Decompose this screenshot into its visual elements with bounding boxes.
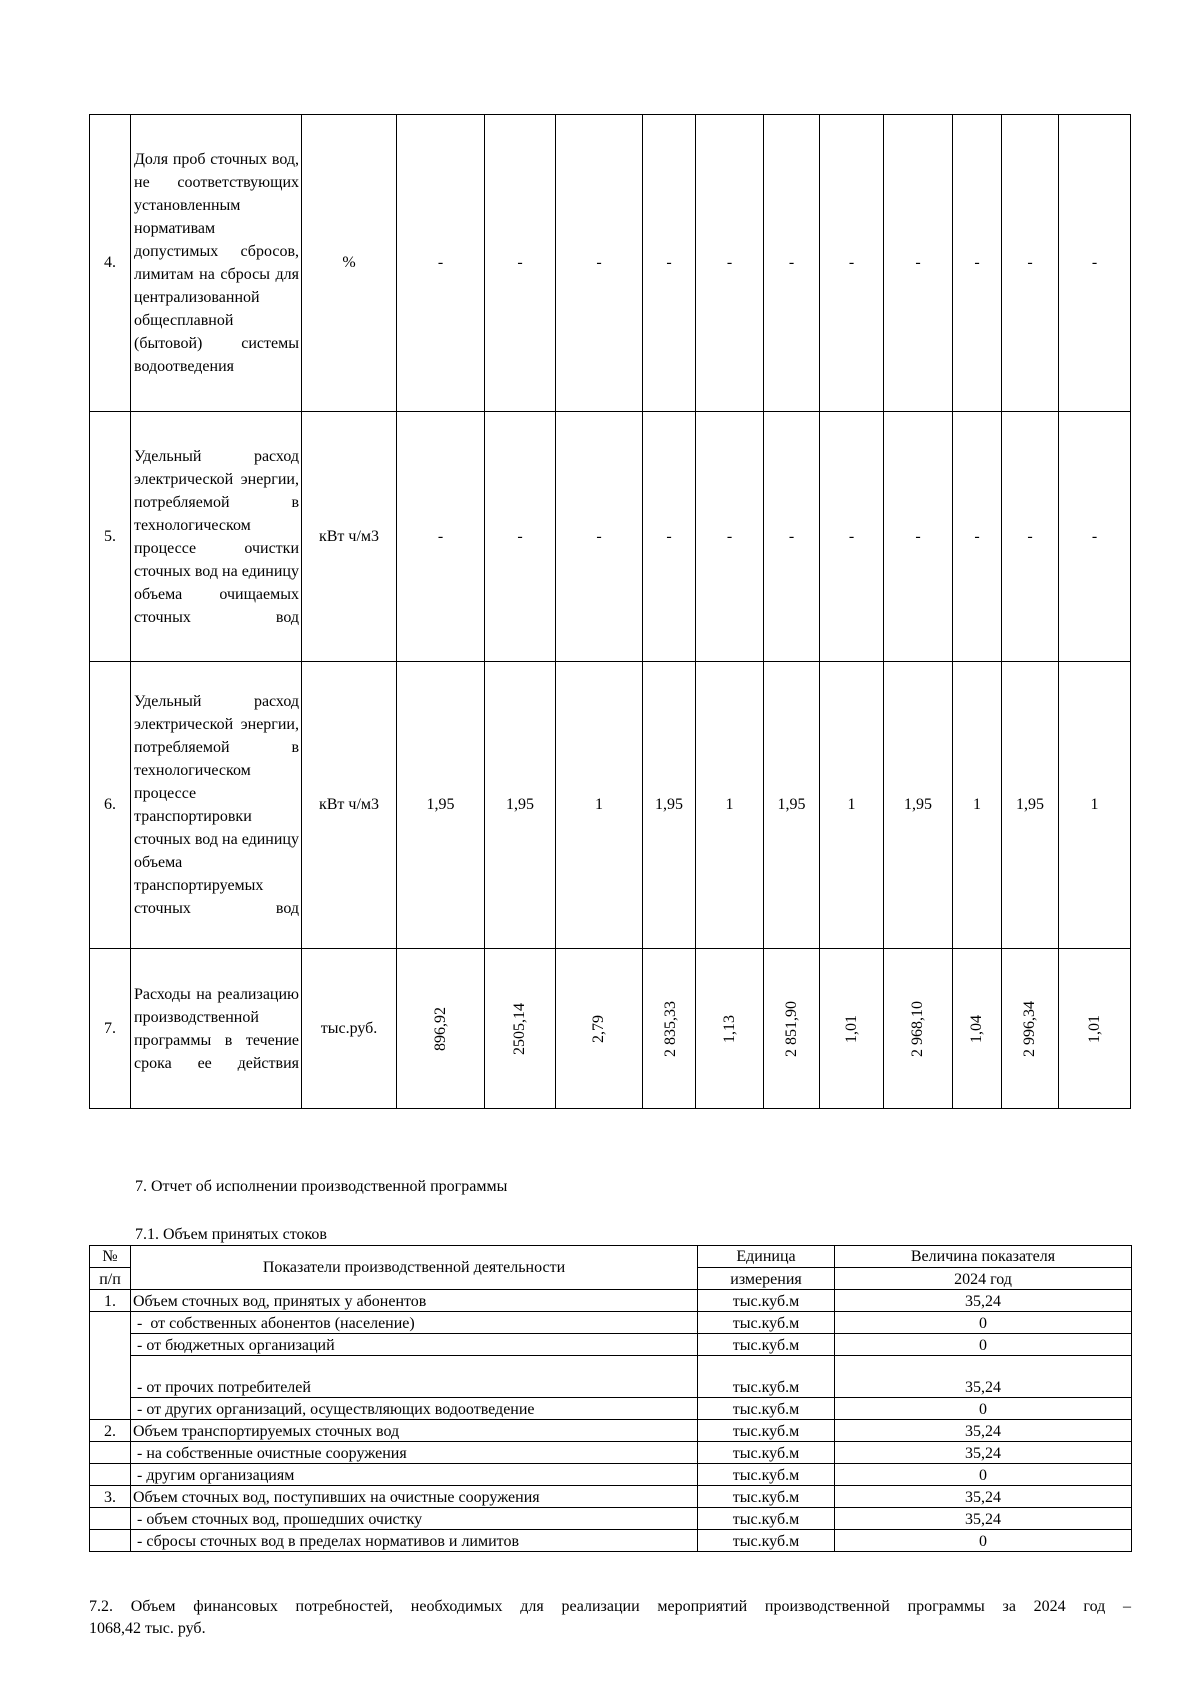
header-unit-2: измерения bbox=[698, 1268, 835, 1290]
report-row-num: 2. bbox=[90, 1420, 131, 1442]
report-row-unit: тыс.куб.м bbox=[698, 1356, 835, 1398]
report-row bbox=[90, 1312, 1132, 1334]
indicator-value: 1 bbox=[556, 662, 643, 949]
indicator-value: - bbox=[884, 412, 953, 662]
indicator-name-text: Удельный расход электрической энергии, потребляемой в технологическом процессе транспортировки сточных вод на единицу объема транспортируемых сточных вод bbox=[134, 693, 299, 917]
indicator-row bbox=[90, 662, 1131, 949]
header-year: 2024 год bbox=[835, 1268, 1132, 1290]
report-row-name: Объем сточных вод, принятых у абонентов bbox=[131, 1290, 698, 1312]
indicator-name bbox=[131, 949, 302, 1109]
indicator-value: - bbox=[1059, 115, 1131, 412]
indicator-name bbox=[131, 115, 302, 412]
report-row-name: - объем сточных вод, прошедших очистку bbox=[131, 1508, 698, 1530]
report-row-num bbox=[90, 1508, 131, 1530]
report-row-name: - от других организаций, осуществляющих водоотведение bbox=[131, 1398, 698, 1420]
report-row bbox=[90, 1442, 1132, 1464]
indicator-value-text: 1,01 bbox=[842, 1014, 860, 1043]
report-table bbox=[89, 1245, 1132, 1552]
indicator-value bbox=[820, 949, 884, 1109]
indicator-value-text: 2 968,10 bbox=[909, 1000, 926, 1057]
indicator-num: 4. bbox=[90, 115, 131, 412]
report-row-name: - на собственные очистные сооружения bbox=[131, 1442, 698, 1464]
report-row-unit: тыс.куб.м bbox=[698, 1420, 835, 1442]
indicator-value bbox=[643, 949, 696, 1109]
report-row-name: Объем транспортируемых сточных вод bbox=[131, 1420, 698, 1442]
indicator-value: - bbox=[556, 412, 643, 662]
indicator-unit: % bbox=[302, 115, 397, 412]
report-row-value: 0 bbox=[835, 1530, 1132, 1552]
indicator-unit: тыс.руб. bbox=[302, 949, 397, 1109]
report-row bbox=[90, 1356, 1132, 1398]
indicator-num: 6. bbox=[90, 662, 131, 949]
indicator-value: - bbox=[696, 115, 764, 412]
indicator-value: 1,95 bbox=[643, 662, 696, 949]
indicator-value: - bbox=[485, 412, 556, 662]
indicator-value: 1 bbox=[696, 662, 764, 949]
indicator-value-text: 1,13 bbox=[720, 1014, 738, 1043]
indicator-num: 7. bbox=[90, 949, 131, 1109]
report-row-value: 0 bbox=[835, 1334, 1132, 1356]
report-row-unit: тыс.куб.м bbox=[698, 1442, 835, 1464]
indicator-value: 1 bbox=[953, 662, 1002, 949]
report-row-unit: тыс.куб.м bbox=[698, 1486, 835, 1508]
indicator-value-text: 2 851,90 bbox=[783, 1000, 800, 1057]
report-row bbox=[90, 1420, 1132, 1442]
report-row-unit: тыс.куб.м bbox=[698, 1508, 835, 1530]
indicator-value: - bbox=[485, 115, 556, 412]
header-num-2: п/п bbox=[90, 1268, 131, 1290]
report-row-unit: тыс.куб.м bbox=[698, 1464, 835, 1486]
report-row-num bbox=[90, 1530, 131, 1552]
indicator-value-text: 1,04 bbox=[968, 1014, 985, 1043]
report-row-unit: тыс.куб.м bbox=[698, 1290, 835, 1312]
indicator-value: - bbox=[820, 412, 884, 662]
report-row-unit: тыс.куб.м bbox=[698, 1312, 835, 1334]
indicator-value: - bbox=[953, 412, 1002, 662]
report-row-value: 35,24 bbox=[835, 1486, 1132, 1508]
report-row-name: - от прочих потребителей bbox=[131, 1356, 698, 1398]
report-row-unit: тыс.куб.м bbox=[698, 1398, 835, 1420]
indicator-value bbox=[397, 949, 485, 1109]
section-title: 7. Отчет об исполнении производственной программы bbox=[135, 1178, 508, 1195]
indicator-row bbox=[90, 949, 1131, 1109]
report-row-name: - от собственных абонентов (население) bbox=[131, 1312, 698, 1334]
indicator-value: 1 bbox=[820, 662, 884, 949]
indicator-value-text: 2505,14 bbox=[511, 1002, 528, 1055]
report-row-unit: тыс.куб.м bbox=[698, 1334, 835, 1356]
indicator-value-text: 896,92 bbox=[431, 1006, 449, 1051]
indicator-row bbox=[90, 115, 1131, 412]
report-row-value: 35,24 bbox=[835, 1508, 1132, 1530]
indicator-unit: кВт ч/м3 bbox=[302, 662, 397, 949]
indicator-value: - bbox=[643, 115, 696, 412]
report-row-num bbox=[90, 1442, 131, 1464]
report-row-num: 3. bbox=[90, 1486, 131, 1508]
indicator-value: - bbox=[1059, 412, 1131, 662]
indicators-table bbox=[89, 114, 1131, 1109]
report-row-unit: тыс.куб.м bbox=[698, 1530, 835, 1552]
report-row-num bbox=[90, 1464, 131, 1486]
indicator-value-text: 2 835,33 bbox=[662, 1000, 679, 1057]
indicator-name-text: Расходы на реализацию производственной программы в течение срока ее действия bbox=[134, 985, 299, 1072]
report-row bbox=[90, 1486, 1132, 1508]
indicator-value: 1,95 bbox=[397, 662, 485, 949]
indicator-value-text: 1,01 bbox=[1085, 1014, 1103, 1043]
report-row-value: 35,24 bbox=[835, 1356, 1132, 1398]
indicator-value-text: 2 996,34 bbox=[1021, 1000, 1038, 1057]
report-row-name: Объем сточных вод, поступивших на очистные сооружения bbox=[131, 1486, 698, 1508]
indicator-value: - bbox=[696, 412, 764, 662]
indicator-unit: кВт ч/м3 bbox=[302, 412, 397, 662]
indicator-value: - bbox=[397, 115, 485, 412]
indicator-value: - bbox=[1002, 115, 1059, 412]
indicator-value: - bbox=[764, 115, 820, 412]
report-row-num bbox=[90, 1312, 131, 1420]
report-row-value: 0 bbox=[835, 1464, 1132, 1486]
indicator-value: - bbox=[1002, 412, 1059, 662]
indicator-value bbox=[485, 949, 556, 1109]
indicator-value: 1,95 bbox=[764, 662, 820, 949]
indicator-name-text: Удельный расход электрической энергии, потребляемой в технологическом процессе очистки сточных вод на единицу объема очищаемых сточных вод bbox=[134, 447, 299, 626]
indicator-value bbox=[764, 949, 820, 1109]
indicator-name-text: Доля проб сточных вод, не соответствующих установленным нормативам допустимых сбросов, лимитам на сбросы для централизованной общесплавной (бытовой) системы водоотведения bbox=[134, 151, 299, 375]
header-num: № bbox=[90, 1246, 131, 1268]
report-row bbox=[90, 1398, 1132, 1420]
indicator-name bbox=[131, 412, 302, 662]
indicator-value: - bbox=[556, 115, 643, 412]
report-row bbox=[90, 1508, 1132, 1530]
financial-needs-line1: 7.2. Объем финансовых потребностей, необходимых для реализации мероприятий производственной программы за 2024 год – bbox=[89, 1598, 1131, 1615]
report-row-value: 35,24 bbox=[835, 1442, 1132, 1464]
report-row-name: - от бюджетных организаций bbox=[131, 1334, 698, 1356]
indicator-value-text: 2,79 bbox=[590, 1014, 607, 1043]
indicator-value: - bbox=[820, 115, 884, 412]
section-subtitle: 7.1. Объем принятых стоков bbox=[135, 1226, 327, 1243]
report-row-name: - сбросы сточных вод в пределах нормативов и лимитов bbox=[131, 1530, 698, 1552]
report-row bbox=[90, 1464, 1132, 1486]
indicator-value: - bbox=[397, 412, 485, 662]
indicator-value bbox=[1059, 949, 1131, 1109]
indicator-value bbox=[556, 949, 643, 1109]
report-row-value: 0 bbox=[835, 1312, 1132, 1334]
report-header-row-1 bbox=[90, 1246, 1132, 1268]
report-row bbox=[90, 1530, 1132, 1552]
report-row-value: 35,24 bbox=[835, 1290, 1132, 1312]
header-value: Величина показателя bbox=[835, 1246, 1132, 1268]
indicator-value: - bbox=[643, 412, 696, 662]
report-row-num: 1. bbox=[90, 1290, 131, 1312]
indicator-value: 1 bbox=[1059, 662, 1131, 949]
indicator-value: 1,95 bbox=[1002, 662, 1059, 949]
indicator-value: 1,95 bbox=[884, 662, 953, 949]
indicator-value: - bbox=[884, 115, 953, 412]
report-row bbox=[90, 1334, 1132, 1356]
report-row-value: 0 bbox=[835, 1398, 1132, 1420]
indicator-value: - bbox=[953, 115, 1002, 412]
indicator-value bbox=[884, 949, 953, 1109]
indicator-num: 5. bbox=[90, 412, 131, 662]
indicator-value bbox=[953, 949, 1002, 1109]
indicator-value bbox=[696, 949, 764, 1109]
report-row-value: 35,24 bbox=[835, 1420, 1132, 1442]
financial-needs-line2: 1068,42 тыс. руб. bbox=[89, 1620, 206, 1637]
indicator-value: - bbox=[764, 412, 820, 662]
indicator-name bbox=[131, 662, 302, 949]
report-row bbox=[90, 1290, 1132, 1312]
header-unit: Единица bbox=[698, 1246, 835, 1268]
indicator-value bbox=[1002, 949, 1059, 1109]
header-indicator: Показатели производственной деятельности bbox=[131, 1246, 698, 1290]
report-row-name: - другим организациям bbox=[131, 1464, 698, 1486]
indicator-row bbox=[90, 412, 1131, 662]
indicator-value: 1,95 bbox=[485, 662, 556, 949]
